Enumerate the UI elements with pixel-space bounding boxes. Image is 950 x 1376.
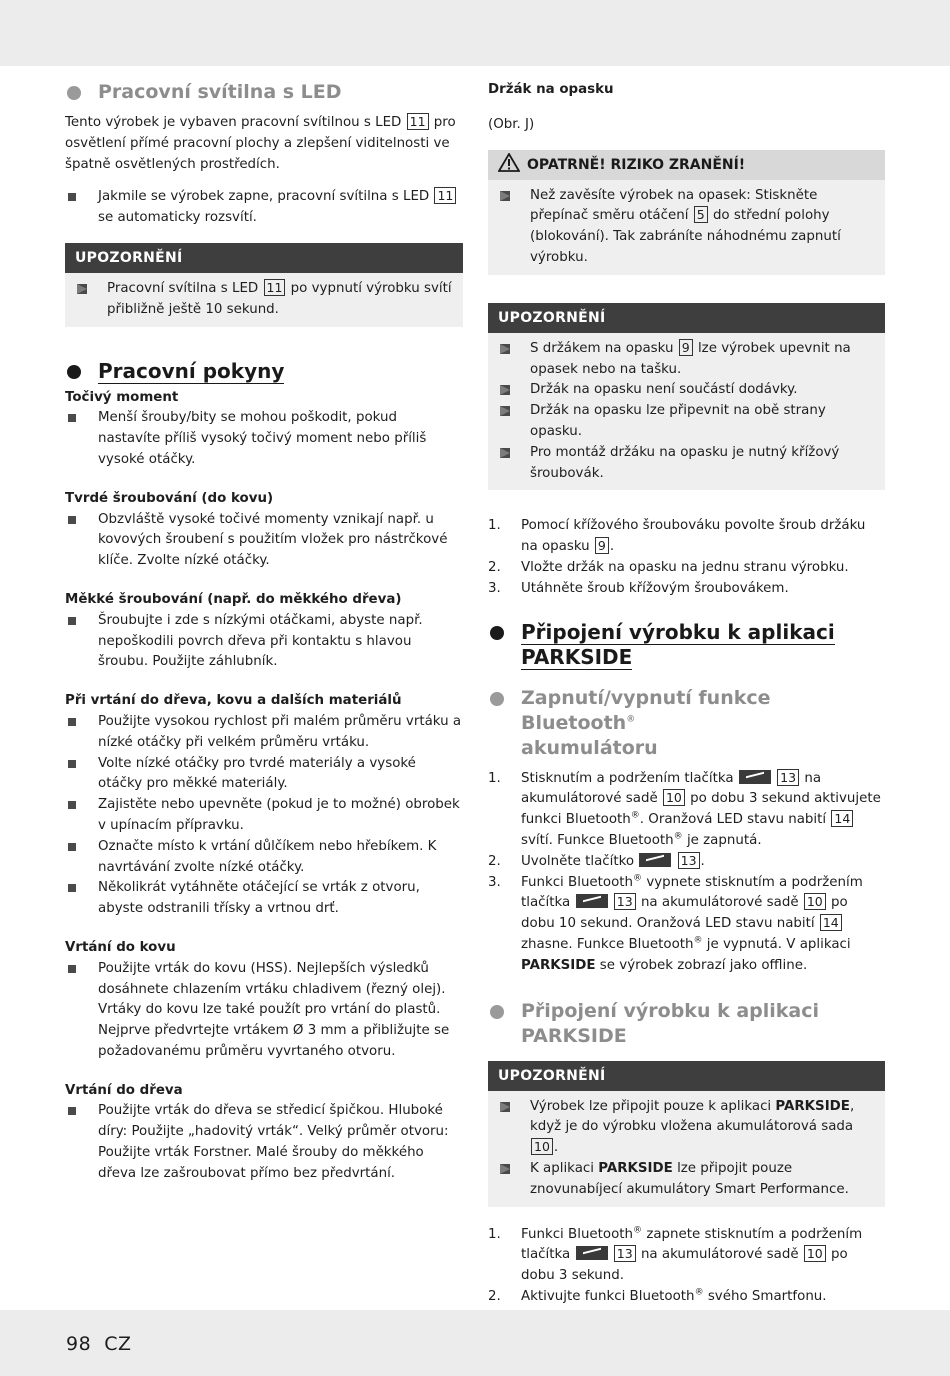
step-item: 2. Uvolněte tlačítko 13 . — [488, 852, 705, 869]
ref-9: 9 — [679, 339, 693, 356]
list-item: Označte místo k vrtání důlčíkem nebo hřebíkem. K navrtávání zvolte nízké otáčky. — [65, 837, 463, 879]
led-bullets — [65, 187, 463, 229]
top-band — [0, 0, 950, 66]
subheading-soft: Měkké šroubování (např. do měkkého dřeva) — [65, 591, 402, 607]
note-title: UPOZORNĚNÍ — [488, 303, 885, 333]
warning-title: OPATRNĚ! RIZIKO ZRANĚNÍ! — [488, 150, 885, 180]
step-item: 2. Aktivujte funkci Bluetooth® svého Smartfonu. — [488, 1287, 827, 1304]
note-item: S držákem na opasku 9 lze výrobek upevnit na opasek nebo na tašku. — [498, 339, 879, 381]
note-title: UPOZORNĚNÍ — [65, 243, 463, 273]
subheading-wood: Vrtání do dřeva — [65, 1082, 183, 1098]
note-title: UPOZORNĚNÍ — [488, 1061, 885, 1091]
list-item: Použijte vrták do kovu (HSS). Nejlepších výsledků dosáhnete chlazením vrtáku chladivem (řezný olej). Vrtáky do kovu lze také použít pro vrtání do plastů. Nejprve předvrtejte vrtákem Ø 3 mm a přibližujte se požadovanému průměru vyvrtaného otvoru. — [65, 959, 463, 1063]
section-title-work: Pracovní pokyny — [65, 359, 463, 384]
list-item: Volte nízké otáčky pro tvrdé materiály a vysoké otáčky pro měkké materiály. — [65, 754, 463, 796]
warning-box — [488, 150, 885, 275]
subheading-holder: Držák na opasku — [488, 82, 614, 97]
bluetooth-steps — [488, 769, 885, 977]
section-title-led: Pracovní svítilna s LED — [65, 80, 463, 105]
subheading-hard: Tvrdé šroubování (do kovu) — [65, 490, 274, 506]
list-item: Použijte vysokou rychlost při malém průměru vrtáku a nízké otáčky při velkém průměru vrtáku. — [65, 712, 463, 754]
ref-11: 11 — [264, 279, 286, 296]
section-title-connect: Připojení výrobku k aplikaci PARKSIDE — [488, 999, 885, 1049]
bluetooth-button-icon — [576, 894, 608, 908]
step-item: 3. Utáhněte šroub křížovým šroubovákem. — [488, 580, 789, 596]
subheading-drill: Při vrtání do dřeva, kovu a dalších materiálů — [65, 693, 402, 709]
ref-10: 10 — [531, 1138, 553, 1155]
ref-14: 14 — [831, 810, 853, 827]
section-title-app: Připojení výrobku k aplikaci PARKSIDE — [488, 620, 885, 670]
list-item: Jakmile se výrobek zapne, pracovní svítilna s LED 11 se automaticky rozsvítí. — [65, 187, 463, 229]
subheading-metal: Vrtání do kovu — [65, 939, 176, 955]
footer-band — [0, 1310, 950, 1376]
bluetooth-button-icon — [576, 1246, 608, 1260]
step-item: 1. Stisknutím a podržením tlačítka 13 na akumulátorové sadě 10 po dobu 3 sekund aktivujete funkci Bluetooth®. Oranžová LED stavu nabití 14 svítí. Funkce Bluetooth® je zapnutá. — [488, 769, 881, 848]
note-item: Pracovní svítilna s LED 11 po vypnutí výrobku svítí přibližně ještě 10 sekund. — [75, 279, 457, 321]
list-item: Šroubujte i zde s nízkými otáčkami, abyste např. nepoškodili povrch dřeva při kontaktu s hlavou šroubu. Použijte záhlubník. — [65, 611, 463, 673]
ref-13: 13 — [777, 769, 799, 786]
step-item: 1. Pomocí křížového šroubováku povolte šroub držáku na opasku 9 . — [488, 518, 866, 555]
bluetooth-button-icon — [639, 853, 671, 867]
list-item: Obzvláště vysoké točivé momenty vznikají např. u kovových šroubení s použitím vložek pro nástrčkové klíče. Zvolte nízké otáčky. — [65, 510, 463, 572]
note-box-app — [488, 1061, 885, 1207]
note-box-led — [65, 243, 463, 327]
list-item: Zajistěte nebo upevněte (pokud je to možné) obrobek v upínacím přípravku. — [65, 795, 463, 837]
ref-9: 9 — [595, 537, 609, 554]
note-item: Držák na opasku lze připevnit na obě strany opasku. — [498, 401, 879, 443]
note-item: Pro montáž držáku na opasku je nutný křížový šroubovák. — [498, 443, 879, 485]
warning-triangle-icon — [498, 153, 520, 172]
bluetooth-button-icon — [739, 770, 771, 784]
list-item: Použijte vrták do dřeva se středicí špičkou. Hluboké díry: Použijte „hadovitý vrták“. Velký průměr otvoru: Použijte vrták Forstner. Malé šrouby do měkkého dřeva lze zašroubovat přímo bez předvrtání. — [65, 1101, 463, 1184]
step-item: 1. Funkci Bluetooth® zapnete stisknutím a podržením tlačítka 13 na akumulátorové sadě 10 po dobu 3 sekund. — [488, 1225, 863, 1284]
note-item: Držák na opasku není součástí dodávky. — [498, 380, 879, 401]
ref-10: 10 — [663, 789, 685, 806]
step-item: 2. Vložte držák na opasku na jednu stranu výrobku. — [488, 559, 849, 575]
ref-13: 13 — [678, 852, 700, 869]
list-item: Několikrát vytáhněte otáčející se vrták z otvoru, abyste odstranili třísky a vrtnou drť. — [65, 878, 463, 920]
page-number: 98 CZ — [66, 1333, 132, 1355]
note-box-holder — [488, 303, 885, 491]
figure-ref: (Obr. J) — [488, 116, 535, 132]
subheading-torque: Točivý moment — [65, 389, 179, 405]
section-title-bluetooth: Zapnutí/vypnutí funkce Bluetooth® akumulátoru — [488, 686, 885, 761]
ref-11: 11 — [434, 187, 456, 204]
step-item: 3. Funkci Bluetooth® vypnete stisknutím a podržením tlačítka 13 na akumulátorové sadě 10 po dobu 10 sekund. Oranžová LED stavu nabití 14 zhasne. Funkce Bluetooth® je vypnutá. V aplikaci PARKSIDE se výrobek zobrazí jako offline. — [488, 873, 863, 973]
left-column — [65, 78, 463, 1185]
note-item: Než zavěsíte výrobek na opasek: Stiskněte přepínač směru otáčení 5 do střední polohy (blokování). Tak zabráníte náhodnému zapnutí výrobku. — [498, 186, 879, 269]
right-column — [488, 78, 885, 1328]
note-item: Výrobek lze připojit pouze k aplikaci PARKSIDE, když je do výrobku vložena akumulátorová sada 10 . — [498, 1097, 879, 1159]
ref-10: 10 — [804, 893, 826, 910]
ref-11: 11 — [407, 113, 429, 130]
mount-steps — [488, 516, 885, 599]
list-item: Menší šrouby/bity se mohou poškodit, pokud nastavíte příliš vysoký točivý moment nebo příliš vysoké otáčky. — [65, 408, 463, 470]
ref-13: 13 — [614, 893, 636, 910]
led-intro: Tento výrobek je vybaven pracovní svítilnou s LED 11 pro osvětlení přímé pracovní plochy a zlepšení viditelnosti ve špatně osvětlených prostředích. — [65, 114, 456, 172]
ref-13: 13 — [614, 1245, 636, 1262]
ref-10: 10 — [804, 1245, 826, 1262]
note-item: K aplikaci PARKSIDE lze připojit pouze znovunabíjecí akumulátory Smart Performance. — [498, 1159, 879, 1201]
ref-5: 5 — [694, 206, 708, 223]
ref-14: 14 — [820, 914, 842, 931]
